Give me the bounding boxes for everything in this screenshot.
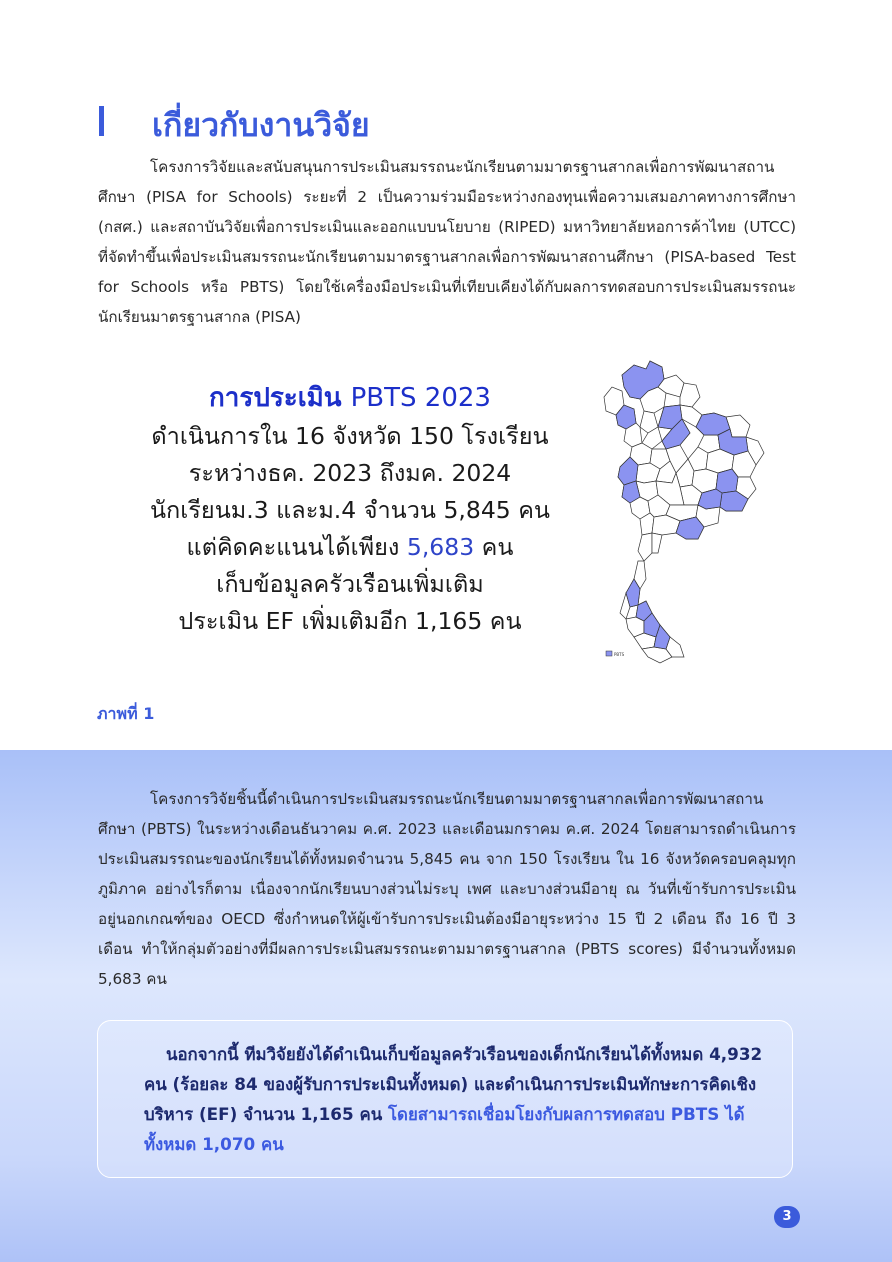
- heading-bar-marker: [99, 106, 104, 136]
- intro-paragraph: [98, 152, 796, 332]
- summary-line-ef: ประเมิน EF เพิ่มเติมอีก 1,165 คน: [178, 607, 522, 635]
- thailand-province-map: [600, 357, 772, 667]
- section-heading: เกี่ยวกับงานวิจัย: [152, 106, 370, 144]
- page-number-badge: 3: [774, 1206, 800, 1228]
- summary-title-thai: การประเมิน: [209, 383, 342, 413]
- pbts-summary: [140, 378, 560, 640]
- summary-line-students: นักเรียนม.3 และม.4 จำนวน 5,845 คน: [149, 496, 550, 524]
- highlight-main-text: นอกจากนี้ ทีมวิจัยยังได้ดำเนินเก็บข้อมูลครัวเรือนของเด็กนักเรียนได้ทั้งหมด 4,932 คน (ร้อยละ 84 ของผู้รับการประเมินทั้งหมด) และดำเนินการประเมินทักษะการคิดเชิงบริหาร (EF) จำนวน 1,165 คน: [144, 1044, 763, 1124]
- summary-line-period: ระหว่างธค. 2023 ถึงมค. 2024: [188, 459, 512, 487]
- scored-count: 5,683: [406, 533, 475, 561]
- body-paragraph-text: โครงการวิจัยชิ้นนี้ดำเนินการประเมินสมรรถนะนักเรียนตามมาตรฐานสากลเพื่อการพัฒนาสถานศึกษา (PBTS) ในระหว่างเดือนธันวาคม ค.ศ. 2023 และเดือนมกราคม ค.ศ. 2024 โดยสามารถดำเนินการประเมินสมรรถนะของนักเรียนได้ทั้งหมดจำนวน 5,845 คน จาก 150 โรงเรียน ใน 16 จังหวัดครอบคลุมทุกภูมิภาค อย่างไรก็ตาม เนื่องจากนักเรียนบางส่วนไม่ระบุ เพศ และบางส่วนมีอายุ ณ วันที่เข้ารับการประเมิน อยู่นอกเกณฑ์ของ OECD ซึ่งกำหนดให้ผู้เข้ารับการประเมินต้องมีอายุระหว่าง 15 ปี 2 เดือน ถึง 16 ปี 3 เดือน ทำให้กลุ่มตัวอย่างที่มีผลการประเมินสมรรถนะตามมาตรฐานสากล (PBTS scores) มีจำนวนทั้งหมด 5,683 คน: [98, 790, 796, 988]
- figure-caption: ภาพที่ 1: [97, 704, 155, 723]
- summary-title-latin: PBTS 2023: [350, 383, 491, 413]
- summary-title: [140, 378, 560, 418]
- summary-line-provinces: ดำเนินการใน 16 จังหวัด 150 โรงเรียน: [151, 422, 549, 450]
- map-legend-label: PBTS: [614, 652, 625, 657]
- highlight-box-text: [144, 1039, 766, 1159]
- scored-prefix: แต่คิดคะแนนได้เพียง: [186, 533, 400, 561]
- highlight-accent-text: โดยสามารถเชื่อมโยงกับผลการทดสอบ PBTS ได้ทั้งหมด 1,070 คน: [144, 1104, 745, 1154]
- scored-suffix: คน: [481, 533, 514, 561]
- highlight-box: [97, 1020, 793, 1178]
- summary-line-scored: [140, 529, 560, 566]
- map-legend-swatch: [606, 651, 612, 656]
- summary-line-household: เก็บข้อมูลครัวเรือนเพิ่มเติม: [216, 570, 484, 598]
- intro-paragraph-text: โครงการวิจัยและสนับสนุนการประเมินสมรรถนะนักเรียนตามมาตรฐานสากลเพื่อการพัฒนาสถานศึกษา (PISA for Schools) ระยะที่ 2 เป็นความร่วมมือระหว่างกองทุนเพื่อความเสมอภาคทางการศึกษา (กสศ.) และสถาบันวิจัยเพื่อการประเมินและออกแบบนโยบาย (RIPED) มหาวิทยาลัยหอการค้าไทย (UTCC) ที่จัดทำขึ้นเพื่อประเมินสมรรถนะนักเรียนตามมาตรฐานสากลเพื่อการพัฒนาสถานศึกษา (PISA-based Test for Schools หรือ PBTS) โดยใช้เครื่องมือประเมินที่เทียบเคียงได้กับผลการทดสอบการประเมินสมรรถนะนักเรียนมาตรฐานสากล (PISA): [98, 158, 796, 326]
- body-paragraph: [98, 784, 796, 994]
